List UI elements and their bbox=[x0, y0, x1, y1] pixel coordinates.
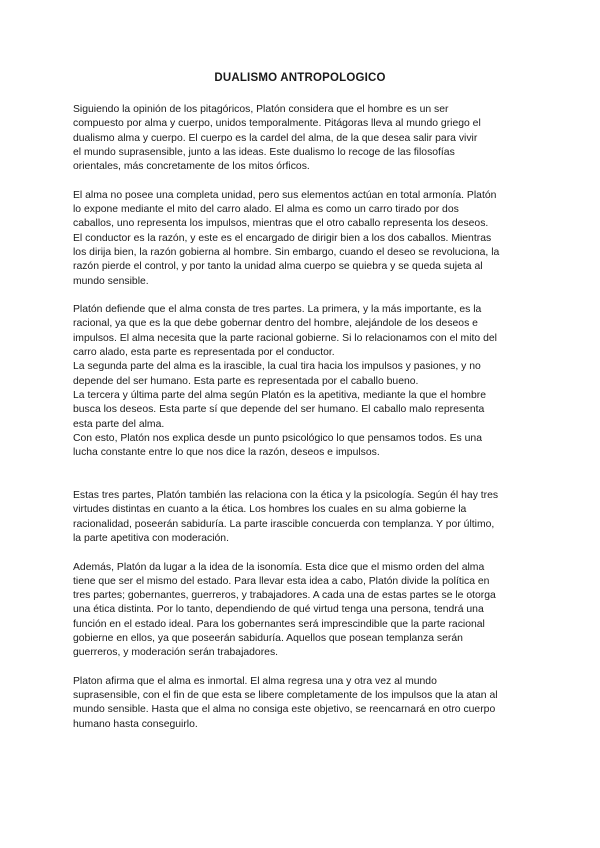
paragraph-gap bbox=[73, 460, 535, 489]
paragraph-2 bbox=[73, 189, 535, 289]
text-line: racional, ya que es la que debe gobernar dentro del hombre, alejándole de los deseos e bbox=[73, 318, 478, 330]
paragraph-6 bbox=[73, 675, 535, 732]
paragraph-3 bbox=[73, 303, 535, 460]
document-body bbox=[73, 103, 535, 732]
text-line: racionalidad, poseerán sabiduría. La parte irascible concuerda con templanza. Y por último, bbox=[73, 518, 495, 530]
text-line: función en el estado ideal. Para los gobernantes será imprescindible que la parte racional bbox=[73, 618, 485, 630]
paragraph-gap bbox=[73, 174, 535, 188]
text-line: una ética distinta. Por lo tanto, dependiendo de qué virtud tenga una persona, tendrá una bbox=[73, 604, 484, 616]
text-line: Platón defiende que el alma consta de tres partes. La primera, y la más importante, es la bbox=[73, 304, 482, 316]
paragraph-gap bbox=[73, 289, 535, 303]
text-line: el mundo suprasensible, junto a las ideas. Este dualismo lo recoge de las filosofías bbox=[73, 146, 455, 158]
text-line: compuesto por alma y cuerpo, unidos temporalmente. Pitágoras lleva al mundo griego el bbox=[73, 118, 481, 130]
paragraph-4 bbox=[73, 489, 535, 546]
text-line: lo expone mediante el mito del carro alado. El alma es como un carro tirado por dos bbox=[73, 204, 459, 216]
text-line: impulsos. El alma necesita que la parte racional gobierne. Si lo relacionamos con el mito del bbox=[73, 332, 497, 344]
text-line: La segunda parte del alma es la irascible, la cual tira hacia los impulsos y pasiones, y no bbox=[73, 361, 481, 373]
text-line: humano hasta conseguirlo. bbox=[73, 718, 198, 730]
text-line: guerreros, y moderación serán trabajadores. bbox=[73, 647, 279, 659]
text-line: Platon afirma que el alma es inmortal. El alma regresa una y otra vez al mundo bbox=[73, 675, 437, 687]
text-line: depende del ser humano. Esta parte es representada por el caballo bueno. bbox=[73, 375, 419, 387]
text-line: Siguiendo la opinión de los pitagóricos, Platón considera que el hombre es un ser bbox=[73, 104, 449, 115]
text-line: los dirija bien, la razón gobierna al hombre. Sin embargo, cuando el deseo se revoluciona, la bbox=[73, 246, 500, 258]
text-line: El conductor es la razón, y este es el encargado de dirigir bien a los dos caballos. Mientras bbox=[73, 232, 492, 244]
text-line: carro alado, esta parte es representada por el conductor. bbox=[73, 347, 335, 359]
text-line: esta parte del alma. bbox=[73, 418, 165, 430]
text-line: orientales, más concretamente de los mitos órficos. bbox=[73, 161, 310, 173]
text-line: caballos, uno representa los impulsos, mientras que el otro caballo representa los deseos. bbox=[73, 218, 489, 230]
text-line: dualismo alma y cuerpo. El cuerpo es la cardel del alma, de la que desea salir para vivir bbox=[73, 132, 478, 144]
paragraph-1 bbox=[73, 103, 535, 174]
paragraph-gap bbox=[73, 546, 535, 560]
text-line: la parte apetitiva con moderación. bbox=[73, 532, 229, 544]
document-title: DUALISMO ANTROPOLOGICO bbox=[214, 72, 386, 84]
text-line: La tercera y última parte del alma según Platón es la apetitiva, mediante la que el hombre bbox=[73, 389, 486, 401]
text-line: mundo sensible. bbox=[73, 275, 149, 287]
text-line: tres partes; gobernantes, guerreros, y trabajadores. A cada una de estas partes se le otorga bbox=[73, 590, 496, 602]
text-line: Con esto, Platón nos explica desde un punto psicológico lo que pensamos todos. Es una bbox=[73, 432, 482, 444]
paragraph-gap bbox=[73, 661, 535, 675]
text-line: mundo sensible. Hasta que el alma no consiga este objetivo, se reencarnará en otro cuerpo bbox=[73, 704, 496, 716]
text-line: virtudes distintas en cuanto a la ética. Los hombres los cuales en su alma gobierne la bbox=[73, 504, 467, 516]
text-line: razón pierde el control, y por tanto la unidad alma cuerpo se quiebra y se queda sujeta al bbox=[73, 261, 483, 273]
paragraph-5 bbox=[73, 561, 535, 661]
text-line: suprasensible, con el fin de que esta se libere completamente de los impulsos que la atan al bbox=[73, 690, 498, 702]
text-line: El alma no posee una completa unidad, pero sus elementos actúan en total armonía. Platón bbox=[73, 189, 497, 201]
text-line: Estas tres partes, Platón también las relaciona con la ética y la psicología. Según él hay tres bbox=[73, 490, 499, 502]
text-line: lucha constante entre lo que nos dice la razón, deseos e impulsos. bbox=[73, 447, 380, 459]
text-line: busca los deseos. Esta parte sí que depende del ser humano. El caballo malo representa bbox=[73, 404, 485, 416]
text-line: gobierne en ellos, ya que poseerán sabiduría. Aquellos que posean templanza serán bbox=[73, 632, 463, 644]
text-line: tiene que ser el mismo del estado. Para llevar esta idea a cabo, Platón divide la política en bbox=[73, 575, 490, 587]
text-line: Además, Platón da lugar a la idea de la isonomía. Esta dice que el mismo orden del alma bbox=[73, 561, 485, 573]
